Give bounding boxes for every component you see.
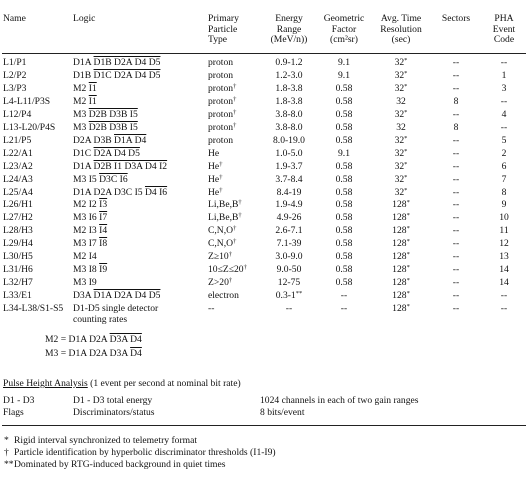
row-pha-code: 8 xyxy=(501,186,507,198)
row-geometric-factor: 0.58 xyxy=(335,95,353,107)
header-logic: Logic xyxy=(73,13,96,24)
row-geometric-factor: 0.58 xyxy=(335,264,353,276)
header-name: Name xyxy=(3,13,26,24)
row-pha-code: 3 xyxy=(501,82,507,94)
row-particle-type: proton xyxy=(208,69,234,81)
logic-term: M2 I2 xyxy=(73,199,100,211)
logic-term: D1A D4 xyxy=(114,134,147,146)
logic-term: M3 I7 xyxy=(73,238,100,250)
logic-term: D1B xyxy=(73,69,94,81)
row-sectors: -- xyxy=(452,303,460,315)
row-time-resolution: 32* xyxy=(394,69,408,81)
row-geometric-factor: 0.58 xyxy=(335,277,353,289)
row-particle-type: C,N,O† xyxy=(208,238,237,250)
logic-term: I1 xyxy=(88,82,97,94)
row-time-resolution: 32* xyxy=(394,57,408,68)
row-geometric-factor: -- xyxy=(340,303,348,315)
row-logic xyxy=(73,291,160,301)
row-pha-code: 14 xyxy=(499,277,509,289)
row-logic xyxy=(73,213,107,223)
row-name: L31/H6 xyxy=(3,264,33,276)
row-time-resolution: 32* xyxy=(394,134,408,146)
row-name: L28/H3 xyxy=(3,225,33,237)
row-logic xyxy=(73,188,167,198)
logic-term: D1B D2A D4 D5 xyxy=(93,57,161,68)
row-logic xyxy=(73,200,107,210)
row-energy-range: 1.9-3.7 xyxy=(275,160,303,172)
row-pha-code: 14 xyxy=(499,264,509,276)
definition-term: D1A D2A xyxy=(68,334,110,345)
header-time-resolution: Avg. Time Resolution (sec) xyxy=(380,13,422,46)
row-particle-type: Li,Be,B† xyxy=(208,199,242,211)
row-logic xyxy=(73,226,107,236)
row-geometric-factor: 0.58 xyxy=(335,186,353,198)
row-particle-type: C,N,O† xyxy=(208,225,237,237)
row-particle-type: proton† xyxy=(208,95,237,107)
logic-term: I3 xyxy=(99,199,108,211)
row-particle-type: Z>20† xyxy=(208,277,233,289)
header-sectors: Sectors xyxy=(441,13,471,24)
row-geometric-factor: 9.1 xyxy=(338,147,350,159)
definition-m2: M2 = D1A D2A D3A D4 xyxy=(45,334,142,345)
pha-row-2-detail: 8 bits/event xyxy=(260,407,305,418)
row-geometric-factor: 0.58 xyxy=(335,121,353,133)
row-name: L33/E1 xyxy=(3,290,32,302)
row-name: L12/P4 xyxy=(3,108,32,120)
row-geometric-factor: 0.58 xyxy=(335,134,353,146)
definition-term: D3A D4 xyxy=(109,334,142,345)
row-energy-range: 0.3-1** xyxy=(275,290,303,302)
pha-row-1-label: D1 - D3 xyxy=(3,395,35,406)
row-particle-type: 10≤Z≤20† xyxy=(208,264,247,276)
row-time-resolution: 128* xyxy=(392,238,410,250)
logic-term: D4 I6 xyxy=(144,186,168,198)
row-time-resolution: 32* xyxy=(394,186,408,198)
logic-term: D2A D3B xyxy=(73,134,115,146)
row-name: L13-L20/P4S xyxy=(3,121,56,133)
logic-term: D2A D4 D5 xyxy=(93,147,140,159)
logic-term: M2 I3 xyxy=(73,225,100,237)
row-name: L25/A4 xyxy=(3,186,33,198)
row-particle-type: He† xyxy=(208,173,223,185)
row-logic xyxy=(73,149,140,159)
row-time-resolution: 32 xyxy=(396,121,406,133)
row-name: L26/H1 xyxy=(3,199,33,211)
row-particle-type: -- xyxy=(208,303,215,315)
row-logic xyxy=(73,136,146,146)
row-name: L22/A1 xyxy=(3,147,33,159)
row-pha-code: 10 xyxy=(499,212,509,224)
row-pha-code: 9 xyxy=(501,199,507,211)
logic-term: D2B I1 D3A D4 I2 xyxy=(93,160,168,172)
row-energy-range: 3.8-8.0 xyxy=(275,121,303,133)
row-particle-type: He xyxy=(208,147,220,159)
logic-term: M3 xyxy=(73,108,89,120)
logic-term: M3 I8 xyxy=(73,264,100,276)
row-pha-code: -- xyxy=(500,290,508,302)
row-name: L34-L38/S1-S5 xyxy=(3,303,64,315)
row-energy-range: 3.0-9.0 xyxy=(275,251,303,263)
row-name: L3/P3 xyxy=(3,82,27,94)
pha-row-1-desc: D1 - D3 total energy xyxy=(73,395,153,406)
row-time-resolution: 128* xyxy=(392,251,410,263)
row-energy-range: 1.9-4.9 xyxy=(275,199,303,211)
logic-term: M3 I6 xyxy=(73,212,100,224)
row-geometric-factor: 0.58 xyxy=(335,238,353,250)
row-geometric-factor: 0.58 xyxy=(335,160,353,172)
logic-term: M2 xyxy=(73,95,89,107)
logic-term: D1C xyxy=(73,147,94,159)
row-geometric-factor: 0.58 xyxy=(335,212,353,224)
row-pha-code: -- xyxy=(500,121,508,133)
row-geometric-factor: -- xyxy=(340,290,348,302)
row-energy-range: 7.1-39 xyxy=(276,238,302,250)
row-sectors: 8 xyxy=(453,121,459,133)
row-energy-range: 1.0-5.0 xyxy=(275,147,303,159)
row-logic xyxy=(73,84,97,94)
row-logic-continued: counting rates xyxy=(73,314,128,326)
row-pha-code: -- xyxy=(500,303,508,315)
row-geometric-factor: 9.1 xyxy=(338,69,350,81)
row-sectors: 8 xyxy=(453,95,459,107)
row-time-resolution: 128* xyxy=(392,277,410,289)
row-pha-code: 2 xyxy=(501,147,507,159)
row-sectors: -- xyxy=(452,251,460,263)
row-pha-code: 12 xyxy=(499,238,509,250)
row-particle-type: Z≥10† xyxy=(208,251,232,263)
row-logic xyxy=(73,97,97,107)
header-primary-type: Primary Particle Type xyxy=(208,13,239,46)
row-geometric-factor: 0.58 xyxy=(335,82,353,94)
row-energy-range: 0.9-1.2 xyxy=(275,57,303,68)
row-sectors: -- xyxy=(452,82,460,94)
row-time-resolution: 128* xyxy=(392,225,410,237)
pha-row-1-detail: 1024 channels in each of two gain ranges xyxy=(260,395,419,406)
row-particle-type: He† xyxy=(208,186,223,198)
row-logic xyxy=(73,123,138,133)
definition-m3: M3 = D1A D2A D3A D4 xyxy=(45,348,142,359)
row-logic xyxy=(73,175,128,185)
logic-term: I9 xyxy=(99,264,108,276)
row-energy-range: 12-75 xyxy=(277,277,301,289)
row-geometric-factor: 0.58 xyxy=(335,108,353,120)
row-sectors: -- xyxy=(452,277,460,289)
footnote-3: **Dominated by RTG-induced background in quiet times xyxy=(4,459,226,470)
row-particle-type: Li,Be,B† xyxy=(208,212,242,224)
row-pha-code: 5 xyxy=(501,134,507,146)
row-sectors: -- xyxy=(452,199,460,211)
row-time-resolution: 32* xyxy=(394,108,408,120)
row-name: L1/P1 xyxy=(3,57,27,68)
row-particle-type: proton† xyxy=(208,108,237,120)
footnote-1: * Rigid interval synchronized to telemetry format xyxy=(4,435,198,446)
row-logic xyxy=(73,252,97,262)
logic-term: D3A xyxy=(73,290,94,302)
row-sectors: -- xyxy=(452,134,460,146)
logic-term: D2B D3B I5 xyxy=(88,108,138,120)
row-sectors: -- xyxy=(452,108,460,120)
row-particle-type: proton† xyxy=(208,121,237,133)
row-time-resolution: 128* xyxy=(392,303,410,315)
logic-term: D1A D2A D4 D5 xyxy=(93,290,161,302)
row-name: L4-L11/P3S xyxy=(3,95,51,107)
pha-row-2-desc: Discriminators/status xyxy=(73,407,155,418)
row-sectors: -- xyxy=(452,264,460,276)
row-name: L24/A3 xyxy=(3,173,33,185)
row-sectors: -- xyxy=(452,173,460,185)
logic-term: D1A xyxy=(73,57,94,68)
row-name: L21/P5 xyxy=(3,134,32,146)
logic-term: M2 xyxy=(73,82,89,94)
row-geometric-factor: 0.58 xyxy=(335,173,353,185)
row-pha-code: 13 xyxy=(499,251,509,263)
row-time-resolution: 32* xyxy=(394,160,408,172)
row-name: L23/A2 xyxy=(3,160,33,172)
row-geometric-factor: 0.58 xyxy=(335,251,353,263)
row-particle-type: proton xyxy=(208,134,234,146)
footer-rule xyxy=(2,425,526,426)
logic-term: D1A D2A D3C I5 xyxy=(73,186,145,198)
definition-term: D4 xyxy=(130,348,142,359)
row-logic xyxy=(73,239,107,249)
row-logic xyxy=(73,71,160,81)
header-pha-code: PHA Event Code xyxy=(492,13,516,46)
row-particle-type: proton† xyxy=(208,82,237,94)
logic-term: D1C D2A D4 D5 xyxy=(93,69,161,81)
row-pha-code: 1 xyxy=(501,69,507,81)
row-sectors: -- xyxy=(452,57,460,68)
logic-term: I8 xyxy=(99,238,108,250)
row-geometric-factor: 0.58 xyxy=(335,199,353,211)
logic-term: M3 xyxy=(73,121,89,133)
row-name: L2/P2 xyxy=(3,69,27,81)
row-pha-code: 6 xyxy=(501,160,507,172)
logic-term: D1-D5 single detector xyxy=(73,303,159,315)
row-name: L27/H2 xyxy=(3,212,33,224)
row-sectors: -- xyxy=(452,147,460,159)
row-sectors: -- xyxy=(452,212,460,224)
row-energy-range: 3.7-8.4 xyxy=(275,173,303,185)
pha-row-2-label: Flags xyxy=(3,407,24,418)
row-logic xyxy=(73,304,158,314)
row-pha-code: 7 xyxy=(501,173,507,185)
row-energy-range: 2.6-7.1 xyxy=(275,225,303,237)
row-time-resolution: 128* xyxy=(392,199,410,211)
row-time-resolution: 32* xyxy=(394,147,408,159)
row-energy-range: 9.0-50 xyxy=(276,264,302,276)
row-logic xyxy=(73,278,97,288)
logic-term: I7 xyxy=(99,212,108,224)
row-logic xyxy=(73,162,167,172)
row-logic xyxy=(73,110,138,120)
row-pha-code: 4 xyxy=(501,108,507,120)
row-pha-code: 11 xyxy=(499,225,509,237)
header-geometric-factor: Geometric Factor (cm²sr) xyxy=(323,13,365,46)
row-energy-range: 1.8-3.8 xyxy=(275,95,303,107)
logic-term: M2 I4 xyxy=(73,251,97,263)
row-energy-range: 1.8-3.8 xyxy=(275,82,303,94)
row-energy-range: -- xyxy=(285,303,293,315)
row-sectors: -- xyxy=(452,160,460,172)
logic-term: D3C I6 xyxy=(99,173,128,185)
row-particle-type: He† xyxy=(208,160,223,172)
row-pha-code: -- xyxy=(500,95,508,107)
logic-term: D1A xyxy=(73,160,94,172)
row-time-resolution: 128* xyxy=(392,212,410,224)
logic-term: I1 xyxy=(88,95,97,107)
row-energy-range: 1.2-3.0 xyxy=(275,69,303,81)
row-sectors: -- xyxy=(452,186,460,198)
row-energy-range: 8.0-19.0 xyxy=(273,134,305,146)
row-particle-type: proton xyxy=(208,57,234,68)
row-time-resolution: 32* xyxy=(394,82,408,94)
row-time-resolution: 128* xyxy=(392,290,410,302)
row-geometric-factor: 9.1 xyxy=(338,57,350,68)
row-time-resolution: 128* xyxy=(392,264,410,276)
row-geometric-factor: 0.58 xyxy=(335,225,353,237)
row-logic xyxy=(73,58,160,68)
definition-term: D1A D2A D3A xyxy=(68,348,131,359)
row-time-resolution: 32* xyxy=(394,173,408,185)
header-energy-range: Energy Range (MeV/n)) xyxy=(270,13,308,46)
row-energy-range: 4.9-26 xyxy=(276,212,302,224)
row-sectors: -- xyxy=(452,69,460,81)
logic-term: M3 I9 xyxy=(73,277,97,289)
row-particle-type: electron xyxy=(208,290,239,302)
row-time-resolution: 32 xyxy=(396,95,406,107)
row-name: L32/H7 xyxy=(3,277,33,289)
row-energy-range: 8.4-19 xyxy=(276,186,302,198)
row-name: L30/H5 xyxy=(3,251,33,263)
row-name: L29/H4 xyxy=(3,238,33,250)
logic-term: I4 xyxy=(99,225,108,237)
logic-term: M3 I5 xyxy=(73,173,100,185)
footnote-2: † Particle identification by hyperbolic discriminator thresholds (I1-I9) xyxy=(4,447,276,458)
row-sectors: -- xyxy=(452,290,460,302)
pha-title: Pulse Height Analysis (1 event per second at nominal bit rate) xyxy=(3,378,241,389)
logic-term: D2B D3B I5 xyxy=(88,121,138,133)
row-pha-code: -- xyxy=(500,57,508,68)
row-sectors: -- xyxy=(452,238,460,250)
header-rule xyxy=(2,53,526,54)
row-sectors: -- xyxy=(452,225,460,237)
row-logic xyxy=(73,265,107,275)
row-energy-range: 3.8-8.0 xyxy=(275,108,303,120)
